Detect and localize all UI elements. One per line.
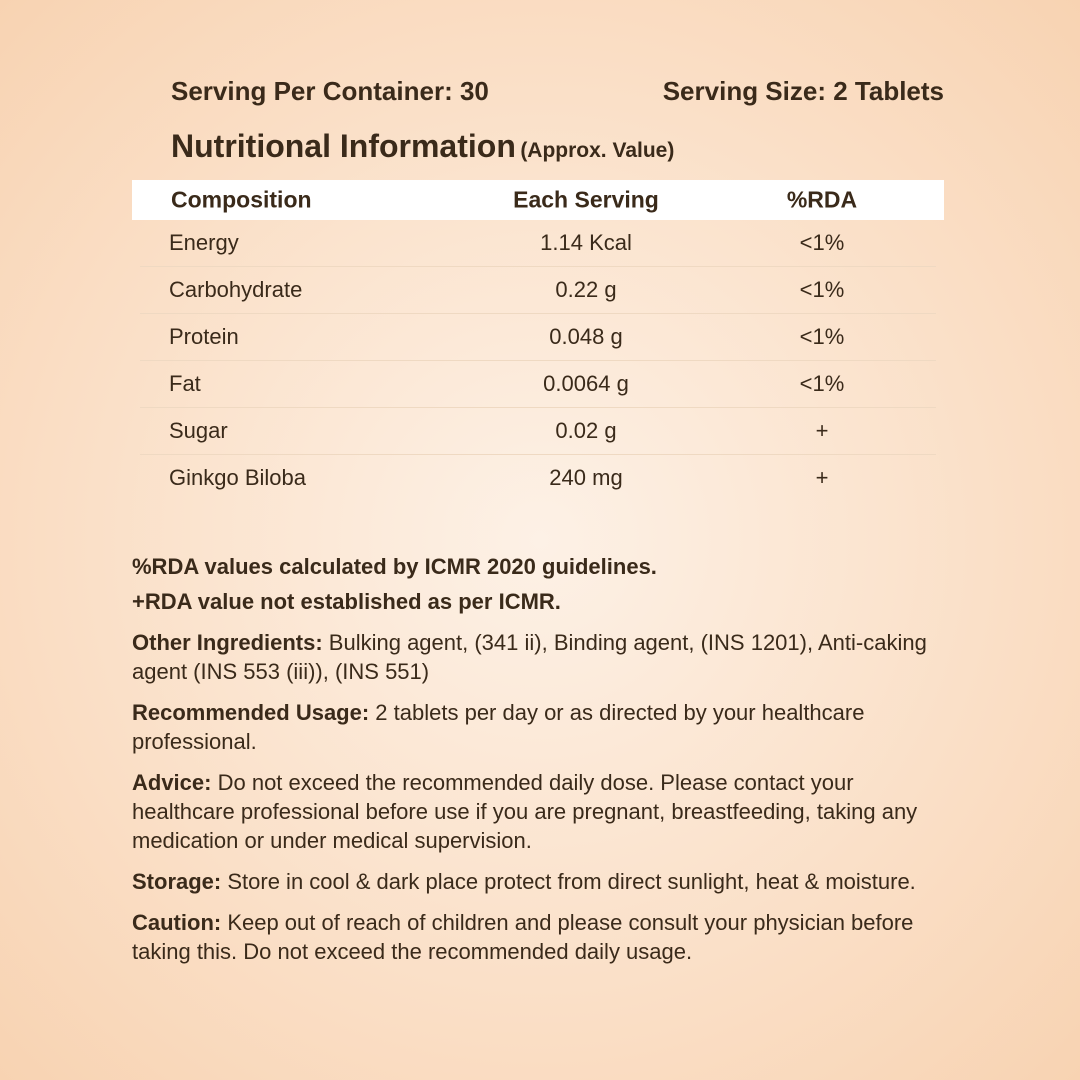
recommended-usage-text: 2 tablets per day or as directed by your healthcare professional. <box>132 700 865 754</box>
row-serving: 0.0064 g <box>543 371 629 396</box>
row-name: Fat <box>169 371 201 396</box>
other-ingredients-label: Other Ingredients: <box>132 630 323 655</box>
nutrition-title <box>171 128 674 165</box>
caution-label: Caution: <box>132 910 222 935</box>
row-rda: + <box>815 465 829 490</box>
row-serving: 240 mg <box>549 465 623 490</box>
nutrition-table <box>132 180 944 501</box>
row-rda: <1% <box>799 371 845 396</box>
serving-info <box>171 76 944 116</box>
row-serving: 1.14 Kcal <box>540 230 632 255</box>
other-ingredients-text: Bulking agent, (341 ii), Binding agent, (INS 1201), Anti-caking agent (INS 553 (iii)), (INS 551) <box>132 630 927 684</box>
row-rda: <1% <box>799 277 845 302</box>
table-row <box>140 455 936 501</box>
storage <box>132 867 962 896</box>
row-serving: 0.22 g <box>555 277 617 302</box>
storage-text: Store in cool & dark place protect from direct sunlight, heat & moisture. <box>221 869 916 894</box>
advice-text: Do not exceed the recommended daily dose. Please contact your healthcare professional before use if you are pregnant, breastfeeding, taking any medication or under medical supervision. <box>132 770 918 853</box>
advice <box>132 768 962 855</box>
nutrition-title-main: Nutritional Information <box>171 128 516 164</box>
table-row <box>140 267 936 314</box>
row-serving: 0.02 g <box>555 418 617 443</box>
header-each-serving: Each Serving <box>513 186 659 213</box>
row-name: Carbohydrate <box>169 277 303 302</box>
row-serving: 0.048 g <box>549 324 623 349</box>
header-composition: Composition <box>171 186 312 213</box>
nutrition-title-sub: (Approx. Value) <box>520 139 675 162</box>
table-header <box>132 180 944 220</box>
caution-text: Keep out of reach of children and please consult your physician before taking this. Do not exceed the recommended daily usage. <box>132 910 914 964</box>
table-row <box>140 361 936 408</box>
row-name: Sugar <box>169 418 228 443</box>
recommended-usage <box>132 698 962 756</box>
storage-label: Storage: <box>132 869 222 894</box>
notes-section <box>132 552 962 978</box>
advice-label: Advice: <box>132 770 212 795</box>
table-row <box>140 220 936 267</box>
row-name: Energy <box>169 230 239 255</box>
rda-note-icmr: %RDA values calculated by ICMR 2020 guidelines. <box>132 554 657 579</box>
recommended-usage-label: Recommended Usage: <box>132 700 370 725</box>
row-rda: <1% <box>799 324 845 349</box>
table-row <box>140 408 936 455</box>
rda-note-not-established: +RDA value not established as per ICMR. <box>132 589 561 614</box>
row-rda: + <box>815 418 829 443</box>
serving-size: Serving Size: 2 Tablets <box>662 76 944 106</box>
row-name: Protein <box>169 324 239 349</box>
serving-per-container: Serving Per Container: 30 <box>171 76 489 106</box>
row-name: Ginkgo Biloba <box>169 465 306 490</box>
row-rda: <1% <box>799 230 845 255</box>
table-row <box>140 314 936 361</box>
header-rda: %RDA <box>786 186 858 213</box>
other-ingredients <box>132 628 962 686</box>
caution <box>132 908 962 966</box>
